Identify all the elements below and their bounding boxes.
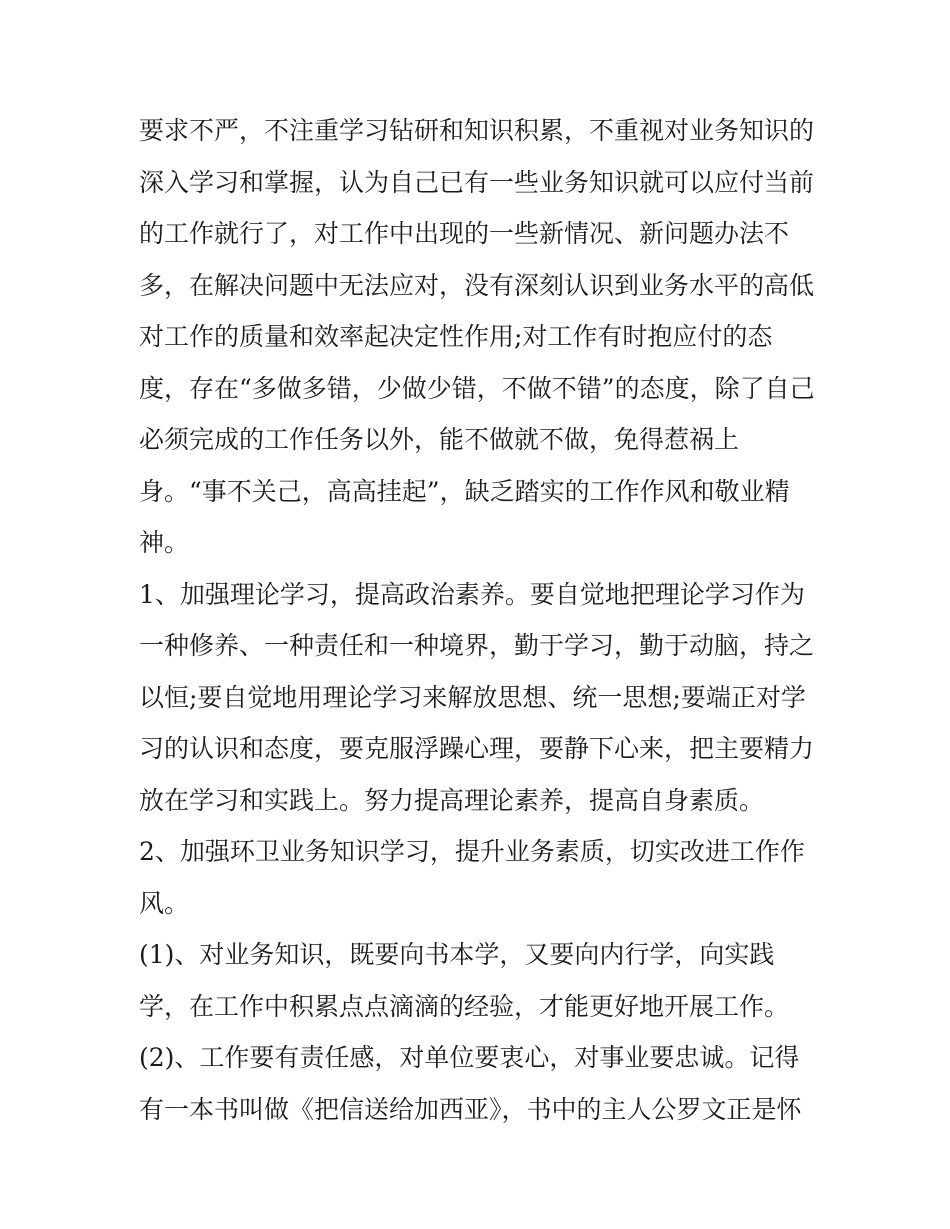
text-line: 要求不严，不注重学习钻研和知识积累，不重视对业务知识的 <box>139 116 815 145</box>
text-line: 神。 <box>139 528 190 557</box>
text-line: 多，在解决问题中无法应对，没有深刻认识到业务水平的高低 <box>139 270 815 300</box>
text-line: 学，在工作中积累点点滴滴的经验，才能更好地开展工作。 <box>139 991 790 1021</box>
text-line: 习的认识和态度，要克服浮躁心理，要静下心来，把主要精力 <box>139 734 815 763</box>
text-line: 放在学习和实践上。努力提高理论素养，提高自身素质。 <box>139 785 765 815</box>
text-line: (1)、对业务知识，既要向书本学，又要向内行学，向实践 <box>139 940 775 969</box>
text-line: 对工作的质量和效率起决定性作用;对工作有时抱应付的态 <box>139 322 773 351</box>
text-line: 必须完成的工作任务以外，能不做就不做，免得惹祸上 <box>139 425 740 454</box>
body-text <box>139 105 819 1135</box>
text-line: 以恒;要自觉地用理论学习来解放思想、统一思想;要端正对学 <box>139 682 806 712</box>
text-line: (2)、工作要有责任感，对单位要衷心，对事业要忠诚。记得 <box>139 1043 800 1072</box>
text-line: 度，存在“多做多错，少做少错，不做不错”的态度，除了自己 <box>139 373 815 403</box>
text-line: 深入学习和掌握，认为自己已有一些业务知识就可以应付当前 <box>139 167 815 197</box>
text-line: 2、加强环卫业务知识学习，提升业务素质，切实改进工作作 <box>139 837 805 866</box>
text-line: 风。 <box>139 888 190 918</box>
text-line: 的工作就行了，对工作中出现的一些新情况、新问题办法不 <box>139 219 790 248</box>
text-line: 1、加强理论学习，提高政治素养。要自觉地把理论学习作为 <box>139 579 805 609</box>
text-line: 有一本书叫做《把信送给加西亚》，书中的主人公罗文正是怀 <box>139 1094 802 1124</box>
text-line: 一种修养、一种责任和一种境界，勤于学习，勤于动脑，持之 <box>139 631 815 660</box>
text-line: 身。“事不关己，高高挂起”，缺乏踏实的工作作风和敬业精 <box>139 476 790 506</box>
